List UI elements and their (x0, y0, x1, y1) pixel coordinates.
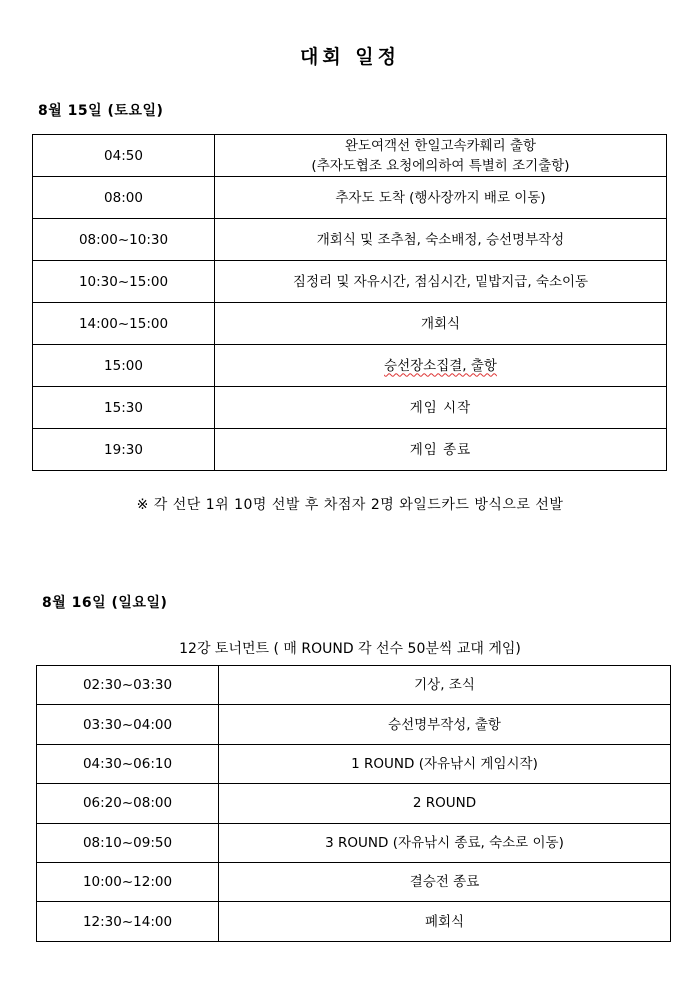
time-cell: 06:20~08:00 (37, 784, 219, 823)
time-cell: 15:30 (33, 387, 215, 429)
time-cell: 10:30~15:00 (33, 261, 215, 303)
day1-schedule-table (32, 134, 667, 471)
day2-date-heading: 8월 16일 (일요일) (42, 595, 168, 611)
table-row (37, 666, 671, 705)
table-row (33, 219, 667, 261)
time-cell: 04:50 (33, 135, 215, 177)
table-row (33, 177, 667, 219)
desc-cell: 개회식 및 조추첨, 숙소배정, 승선명부작성 (215, 219, 667, 261)
table-row (33, 345, 667, 387)
tournament-subtitle: 12강 토너먼트 ( 매 ROUND 각 선수 50분씩 교대 게임) (179, 641, 521, 657)
desc-cell (215, 135, 667, 177)
table-row (37, 705, 671, 744)
time-cell: 14:00~15:00 (33, 303, 215, 345)
table-row (33, 261, 667, 303)
desc-cell: 3 ROUND (자유낚시 종료, 숙소로 이동) (219, 823, 671, 862)
table-row (37, 823, 671, 862)
table-row (33, 387, 667, 429)
table-row (33, 429, 667, 471)
desc-cell: 결승전 종료 (219, 862, 671, 901)
desc-cell: 승선명부작성, 출항 (219, 705, 671, 744)
desc-cell: 1 ROUND (자유낚시 게임시작) (219, 744, 671, 783)
desc-cell: 추자도 도착 (행사장까지 배로 이동) (215, 177, 667, 219)
desc-cell: 폐회식 (219, 902, 671, 941)
page-title: 대회 일정 (299, 46, 401, 68)
table-row (37, 744, 671, 783)
desc-cell: 2 ROUND (219, 784, 671, 823)
time-cell: 15:00 (33, 345, 215, 387)
table-row (37, 862, 671, 901)
table-row (37, 784, 671, 823)
time-cell: 19:30 (33, 429, 215, 471)
desc-cell: 짐정리 및 자유시간, 점심시간, 밑밥지급, 숙소이동 (215, 261, 667, 303)
time-cell: 08:00 (33, 177, 215, 219)
day2-schedule-table (36, 665, 671, 942)
day1-date-heading: 8월 15일 (토요일) (38, 103, 164, 119)
table-row (33, 135, 667, 177)
desc-line: 완도여객선 한일고속카훼리 출항 (344, 137, 537, 154)
desc-line-2: (추자도협조 요청에의하여 특별히 조기출항) (311, 157, 570, 174)
desc-cell: 기상, 조식 (219, 666, 671, 705)
time-cell: 03:30~04:00 (37, 705, 219, 744)
time-cell: 08:00~10:30 (33, 219, 215, 261)
selection-note: ※ 각 선단 1위 10명 선발 후 차점자 2명 와일드카드 방식으로 선발 (136, 497, 564, 513)
desc-text: 승선장소집결, 출항 (384, 357, 497, 374)
table-row (37, 902, 671, 941)
time-cell: 02:30~03:30 (37, 666, 219, 705)
time-cell: 04:30~06:10 (37, 744, 219, 783)
desc-cell: 게임 종료 (215, 429, 667, 471)
desc-cell: 게임 시작 (215, 387, 667, 429)
desc-cell: 개회식 (215, 303, 667, 345)
time-cell: 10:00~12:00 (37, 862, 219, 901)
time-cell: 08:10~09:50 (37, 823, 219, 862)
table-row (33, 303, 667, 345)
time-cell: 12:30~14:00 (37, 902, 219, 941)
desc-cell (215, 345, 667, 387)
